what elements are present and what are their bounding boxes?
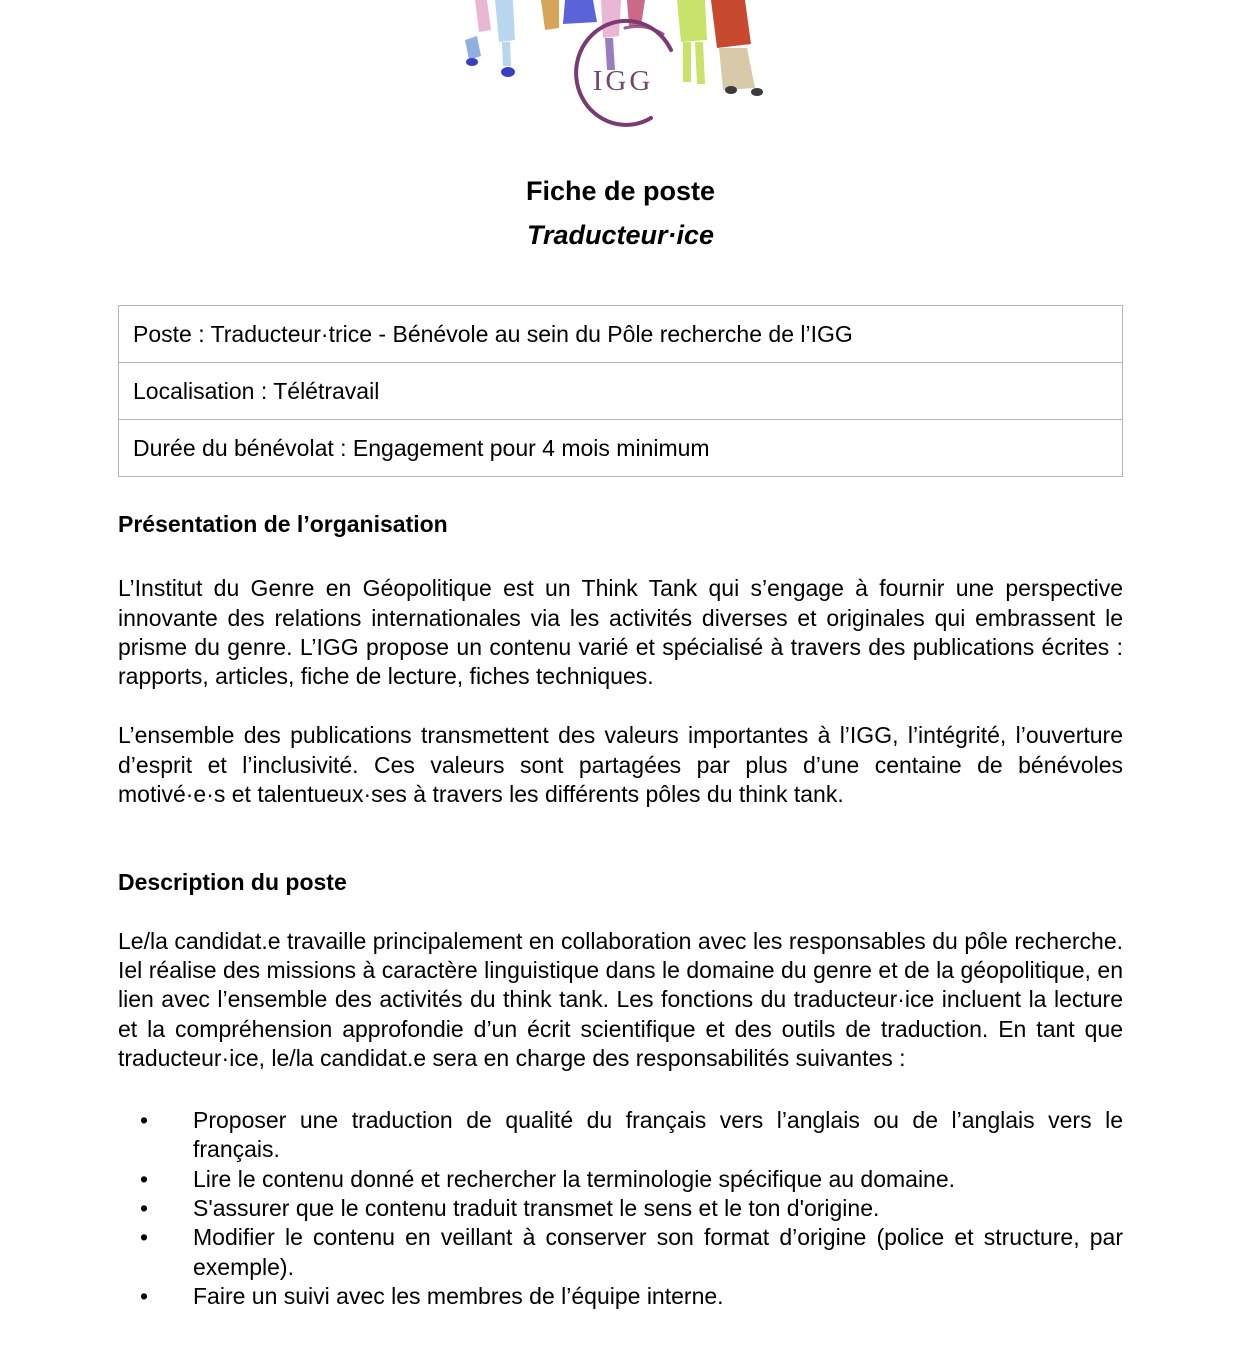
section-heading-description: Description du poste [118,869,347,896]
page-title: Fiche de poste [525,176,716,206]
bullet-icon: • [140,1224,149,1251]
list-item-text: Lire le contenu donné et rechercher la terminologie spécifique au domaine. [193,1165,956,1192]
logo-text: IGG [592,65,654,97]
description-paragraph: Le/la candidat.e travaille principalement en collaboration avec les responsables du pôle recherche. Iel réalise des missions à caractère linguistique dans le domaine du genre et de la géopolitique, en lien avec l’ensemble des activités du think tank. Les fonctions du traducteur·ice incluent la lecture et la compréhension approfondie d’un écrit scientifique et des outils de traduction. En tant que traducteur·ice, le/la candidat.e sera en charge des responsabilités suivantes : [118,927,1123,1071]
info-duration: Durée du bénévolat : Engagement pour 4 mois minimum [119,420,1123,477]
table-row [119,306,1123,363]
info-location: Localisation : Télétravail [119,363,1123,420]
bullet-icon: • [140,1165,149,1192]
igg-logo [455,0,775,140]
title-block [0,172,1241,260]
list-item [118,1282,1123,1311]
page-subtitle: Traducteur·ice [526,220,715,250]
presentation-paragraph-2: L’ensemble des publications transmettent des valeurs importantes à l’IGG, l’intégrité, l’ouverture d’esprit et l’inclusivité. Ces valeurs sont partagées par plus d’une centaine de bénévoles motivé·e·s et talentueux·ses à travers les différents pôles du think tank. [118,722,1123,808]
list-item-text: Modifier le contenu en veillant à conserver son format d’origine (police et structure, par exemple). [193,1224,1123,1280]
list-item-text: Faire un suivi avec les membres de l’équipe interne. [193,1282,724,1309]
list-item-text: S'assurer que le contenu traduit transmet le sens et le ton d'origine. [193,1195,880,1222]
table-row [119,363,1123,420]
bullet-icon: • [140,1195,149,1222]
bullet-icon: • [140,1282,149,1309]
list-item-text: Proposer une traduction de qualité du français vers l’anglais ou de l’anglais vers le français. [193,1107,1123,1163]
list-item [118,1106,1123,1165]
list-item [118,1165,1123,1194]
presentation-paragraph-1: L’Institut du Genre en Géopolitique est un Think Tank qui s’engage à fournir une perspective innovante des relations internationales via les activités diverses et originales qui embrassent le prisme du genre. L’IGG propose un contenu varié et spécialisé à travers des publications écrites : rapports, articles, fiche de lecture, fiches techniques. [118,575,1123,690]
info-position: Poste : Traducteur·trice - Bénévole au sein du Pôle recherche de l’IGG [119,306,1123,363]
list-item [118,1194,1123,1223]
table-row [119,420,1123,477]
section-heading-presentation: Présentation de l’organisation [118,511,448,537]
responsibilities-list [118,1106,1123,1311]
list-item [118,1223,1123,1282]
bullet-icon: • [140,1107,149,1134]
job-info-table [118,305,1123,477]
document-body [118,510,1123,1311]
